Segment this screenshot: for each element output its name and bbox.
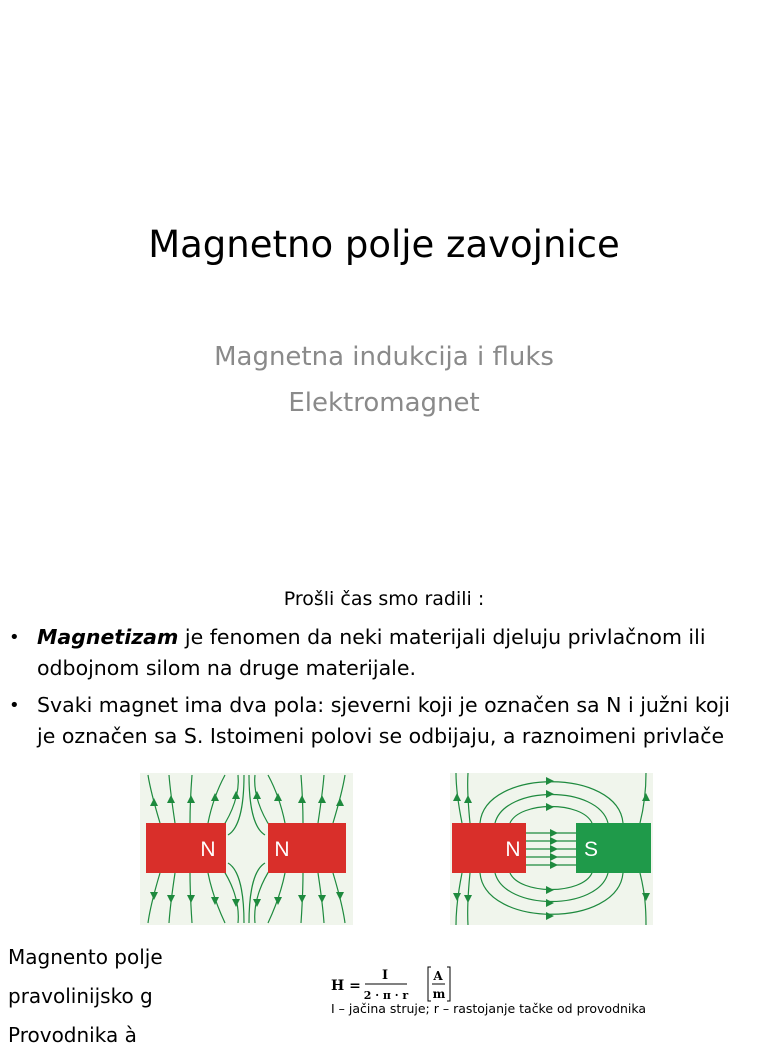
left-text-block (8, 938, 163, 1055)
bullet-text: je fenomen da neki materijali djeluju privlačnom ili odbojnom silom na druge materijale. (37, 625, 706, 680)
pole-label: N (505, 838, 521, 861)
bullet-list (0, 622, 768, 758)
left-text-line: Provodnika à (8, 1023, 137, 1047)
subtitle-line: Elektromagnet (288, 388, 480, 418)
unit-numerator: A (433, 969, 443, 983)
bullet-text: Svaki magnet ima dva pola: sjeverni koji je označen sa N i južni koji je označen sa S. Istoimeni polovi se odbijaju, a raznoimeni privlače (37, 693, 730, 748)
formula-denominator: 2 · π · r (363, 989, 409, 1002)
bullet-icon: • (9, 627, 20, 648)
repulsion-figure (140, 773, 353, 925)
pole-label: N (274, 838, 290, 861)
slide-title: Magnetno polje zavojnice (148, 223, 620, 266)
bracket-left (428, 967, 431, 1001)
bullet-item (0, 622, 768, 684)
bullet-item (0, 690, 768, 752)
pole-label: N (200, 838, 216, 861)
attraction-figure (450, 773, 653, 925)
bold-term: Magnetizam (37, 625, 179, 649)
bullet-icon: • (9, 695, 20, 716)
left-text-line: Magnento polje (8, 945, 163, 969)
formula-lhs: H = (331, 978, 361, 994)
slide-subtitle (0, 334, 768, 426)
pole-label: S (583, 838, 599, 861)
formula-numerator: I (381, 968, 389, 983)
subtitle-line: Magnetna indukcija i fluks (214, 342, 554, 372)
intro-text: Prošli čas smo radili : (283, 588, 485, 610)
content-slide (0, 560, 768, 1047)
left-text-line: pravolinijsko g (8, 984, 153, 1008)
bracket-right (447, 967, 450, 1001)
formula-caption: I – jačina struje; r – rastojanje tačke od provodnika (331, 1001, 647, 1016)
unit-denominator: m (432, 987, 446, 1001)
